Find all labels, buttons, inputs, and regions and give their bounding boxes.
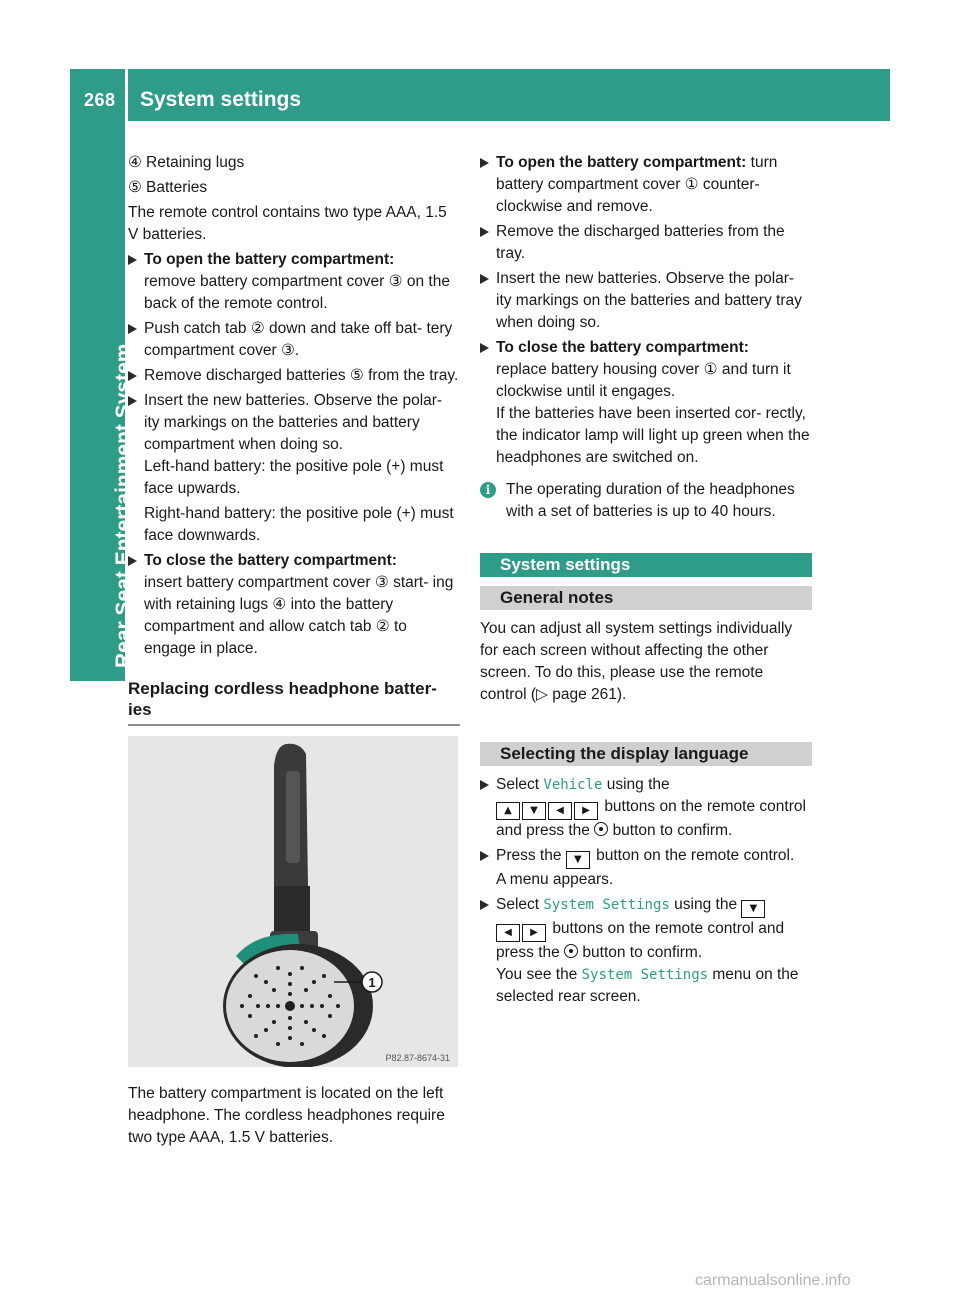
step-text: Press the xyxy=(496,847,562,864)
legend-item xyxy=(128,177,460,199)
step-arrow-icon xyxy=(480,851,489,861)
left-column xyxy=(128,152,460,1152)
intro-text: The remote control contains two type AAA, 1.5 V batteries. xyxy=(128,204,447,243)
general-notes-text: You can adjust all system settings individually for each screen without affecting the other screen. To do this, please use the remote control (▷ page 261). xyxy=(480,620,793,703)
step-arrow-icon xyxy=(128,556,137,566)
ok-button-icon xyxy=(594,822,608,836)
step-text: Remove discharged batteries ⑤ from the tray. xyxy=(144,367,459,384)
instruction-step xyxy=(480,774,812,842)
step-arrow-icon xyxy=(480,900,489,910)
step-text: button to confirm. xyxy=(612,822,733,839)
subsection-bar-general-notes: General notes xyxy=(480,586,812,610)
headphone-illustration xyxy=(128,736,458,1067)
step-text: Insert the new batteries. Observe the polar- ity markings on the batteries and battery compartment when doing so. xyxy=(144,392,443,453)
step-text: button on the remote control. xyxy=(596,847,795,864)
step-arrow-icon xyxy=(128,255,137,265)
legend-number: ④ xyxy=(128,154,142,171)
info-note xyxy=(480,479,812,523)
step-text: Remove the discharged batteries from the tray. xyxy=(496,223,785,262)
step-text: turn battery compartment cover ① counter- clockwise and remove. xyxy=(496,154,778,215)
figure-caption: The battery compartment is located on the left headphone. The cordless headphones require two type AAA, 1.5 V batteries. xyxy=(128,1085,445,1146)
step-subtext: If the batteries have been inserted cor- rectly, the indicator lamp will light up green when the headphones are switched on. xyxy=(496,405,810,466)
instruction-step xyxy=(128,249,460,315)
menu-item-system-settings: System Settings xyxy=(581,967,709,983)
instruction-step xyxy=(480,845,812,891)
down-key-icon: ▼ xyxy=(741,900,765,918)
step-subtext: A menu appears. xyxy=(496,871,614,888)
menu-item-vehicle: Vehicle xyxy=(543,777,603,793)
right-key-icon: ▶ xyxy=(522,924,546,942)
step-subtext: Left-hand battery: the positive pole (+) must face upwards. xyxy=(144,458,444,497)
down-key-icon: ▼ xyxy=(522,802,546,820)
step-text: Select xyxy=(496,776,540,793)
right-key-icon: ▶ xyxy=(574,802,598,820)
side-tab-label: Rear Seat Entertainment System xyxy=(112,343,135,668)
info-text: The operating duration of the headphones with a set of batteries is up to 40 hours. xyxy=(506,481,795,520)
figure-callout: 1 xyxy=(368,975,376,990)
instruction-step xyxy=(480,221,812,265)
step-text: using the xyxy=(606,776,670,793)
legend-label: Retaining lugs xyxy=(146,154,245,171)
legend-number: ⑤ xyxy=(128,179,142,196)
instruction-step xyxy=(480,152,812,218)
step-heading: To open the battery compartment: xyxy=(496,154,747,171)
section-bar: System settings xyxy=(480,553,812,577)
subsection-bar-display-language: Selecting the display language xyxy=(480,742,812,766)
section-rule xyxy=(128,724,460,726)
step-arrow-icon xyxy=(480,343,489,353)
step-arrow-icon xyxy=(128,324,137,334)
step-text: button to confirm. xyxy=(582,944,703,961)
right-column xyxy=(480,152,812,1011)
instruction-step xyxy=(480,268,812,334)
step-arrow-icon xyxy=(480,780,489,790)
instruction-step xyxy=(480,894,812,1008)
instruction-step xyxy=(128,365,460,387)
step-arrow-icon xyxy=(480,158,489,168)
instruction-step xyxy=(480,337,812,469)
headphone-figure xyxy=(128,736,458,1067)
section-heading: Replacing cordless headphone batter- ies xyxy=(128,679,437,719)
step-subtext: Right-hand battery: the positive pole (+) must face downwards. xyxy=(144,505,454,544)
step-arrow-icon xyxy=(480,227,489,237)
step-text: remove battery compartment cover ③ on the back of the remote control. xyxy=(144,273,450,312)
down-key-icon: ▼ xyxy=(566,851,590,869)
left-key-icon: ◀ xyxy=(548,802,572,820)
step-text: Insert the new batteries. Observe the polar- ity markings on the batteries and battery tray when doing so. xyxy=(496,270,802,331)
step-heading: To close the battery compartment: xyxy=(496,339,749,356)
figure-code: P82.87-8674-31 xyxy=(385,1053,450,1063)
step-heading: To open the battery compartment: xyxy=(144,251,395,268)
step-text: Select xyxy=(496,896,540,913)
step-text: buttons on the remote control and press the xyxy=(496,798,806,839)
step-text: using the xyxy=(674,896,738,913)
step-subtext: menu on the selected rear screen. xyxy=(496,966,799,1005)
step-text: buttons on the remote control and press the xyxy=(496,920,785,961)
instruction-step xyxy=(128,318,460,362)
watermark: carmanualsonline.info xyxy=(695,1272,851,1289)
legend-item xyxy=(128,152,460,174)
step-arrow-icon xyxy=(128,371,137,381)
page-number: 268 xyxy=(84,90,116,110)
step-text: insert battery compartment cover ③ start- ing with retaining lugs ④ into the battery compartment and allow catch tab ② to engage in place. xyxy=(144,574,454,657)
left-key-icon: ◀ xyxy=(496,924,520,942)
header-divider xyxy=(125,69,128,121)
menu-item-system-settings: System Settings xyxy=(543,897,670,913)
page-title: System settings xyxy=(140,88,302,111)
instruction-step xyxy=(128,550,460,660)
instruction-step xyxy=(128,390,460,547)
legend-label: Batteries xyxy=(146,179,208,196)
step-arrow-icon xyxy=(480,274,489,284)
step-text: replace battery housing cover ① and turn it clockwise until it engages. xyxy=(496,361,791,400)
step-text: Push catch tab ② down and take off bat- tery compartment cover ③. xyxy=(144,320,453,359)
step-subtext: You see the xyxy=(496,966,578,983)
up-key-icon: ▲ xyxy=(496,802,520,820)
ok-button-icon xyxy=(564,944,578,958)
info-icon: i xyxy=(480,482,496,498)
step-heading: To close the battery compartment: xyxy=(144,552,397,569)
step-arrow-icon xyxy=(128,396,137,406)
